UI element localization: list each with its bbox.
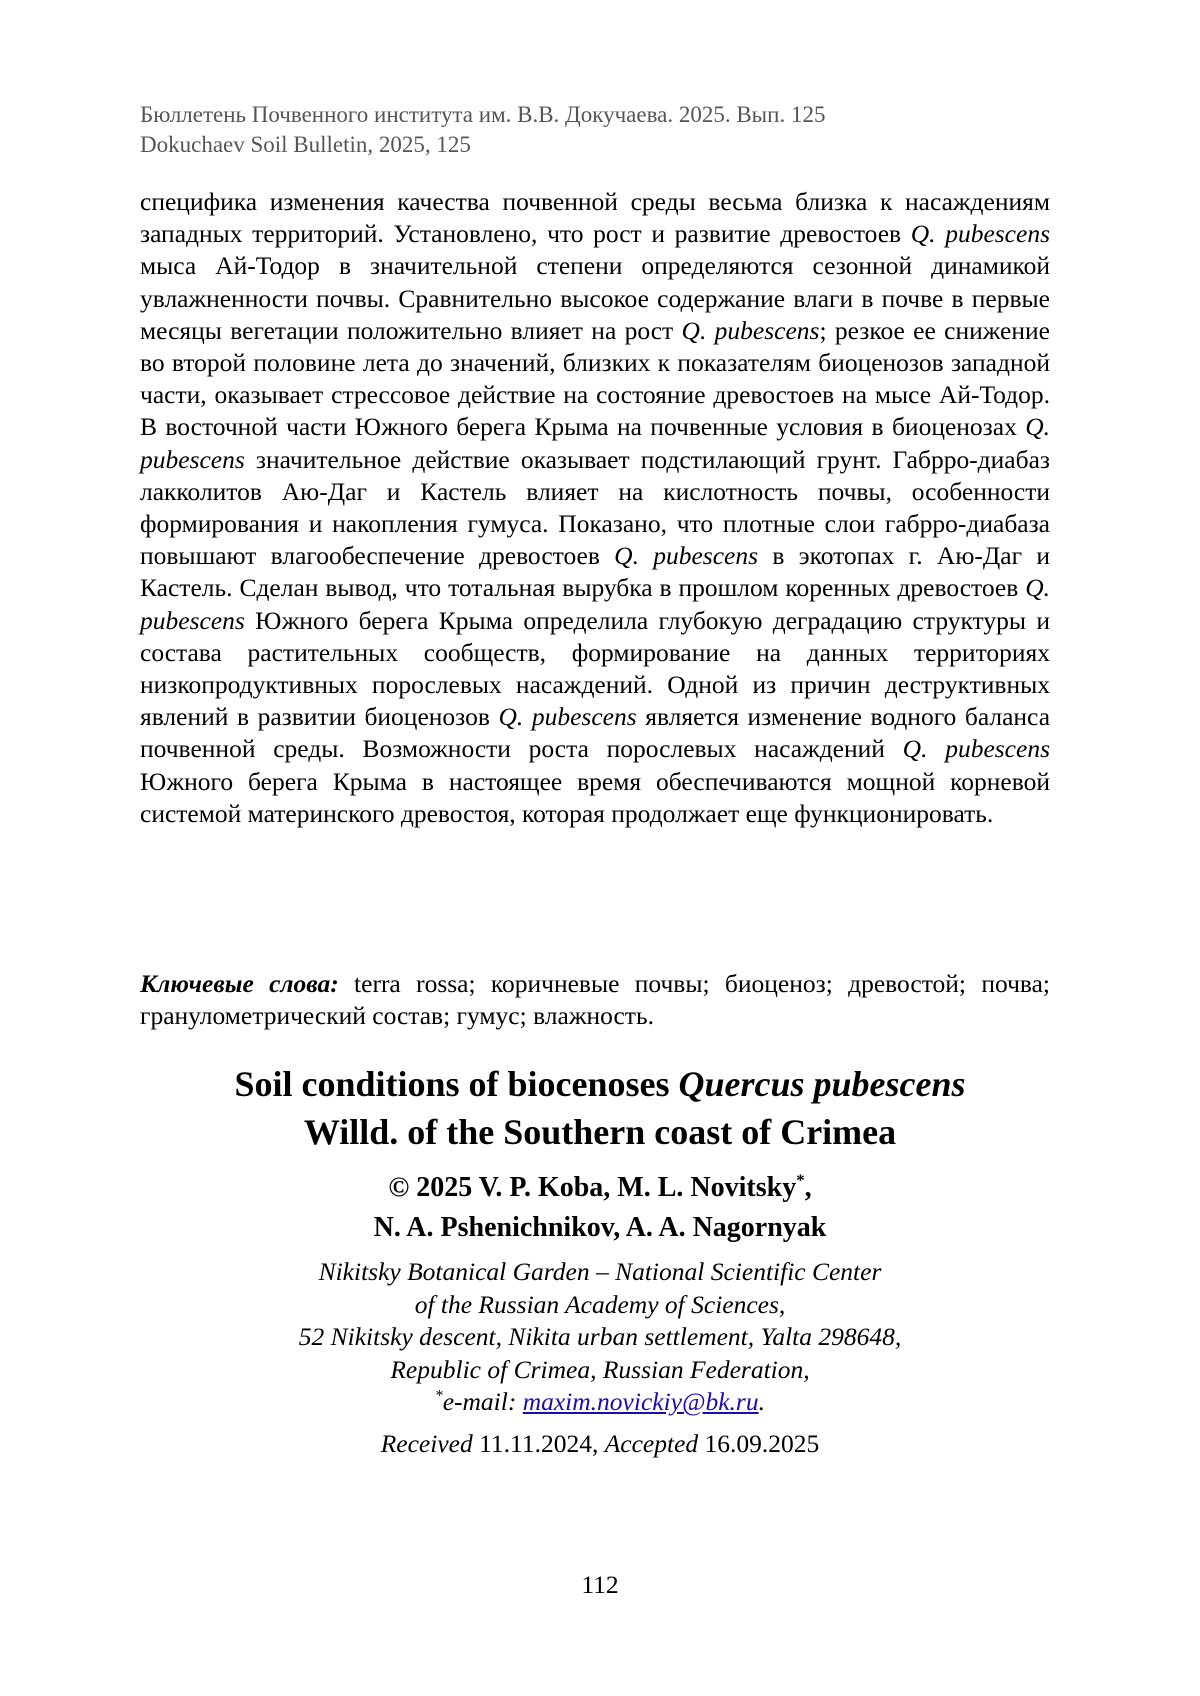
email-period: . bbox=[758, 1387, 765, 1416]
species-name: Q. pubescens bbox=[498, 702, 637, 732]
keywords-label: Ключевые слова: bbox=[140, 969, 339, 998]
abstract-text: специфика изменения качества почвенной среды весьма близка к насаждениям западных территорий. Установлено, что рост и развитие древостоев bbox=[140, 187, 1050, 249]
abstract-paragraph bbox=[140, 186, 1050, 830]
header-journal-en: Dokuchaev Soil Bulletin, 2025, 125 bbox=[140, 132, 471, 157]
corresponding-mark: * bbox=[435, 1387, 443, 1405]
accepted-label: Accepted bbox=[604, 1429, 699, 1458]
article-dates bbox=[100, 1428, 1100, 1460]
abstract-text: в экотопах г. Аю-Даг и Кастель. Сделан вывод, что тотальная вырубка в прошлом коренных древостоев bbox=[140, 541, 1050, 603]
species-name: Q. pubescens bbox=[902, 734, 1050, 764]
email-line bbox=[100, 1386, 1100, 1419]
abstract-text: значительное действие оказывает подстилающий грунт. Габрро-диабаз лакколитов Аю-Даг и Кастель влияет на кислотность почвы, особенности формирования и накопления гумуса. Показано, что плотные слои габрро-диабаза повышают влагообеспечение древостоев bbox=[140, 444, 1050, 571]
header-journal-ru: Бюллетень Почвенного института им. В.В. Докучаева. 2025. Вып. 125 bbox=[140, 102, 826, 127]
abstract-text: ; резкое ее снижение во второй половине лета до значений, близких к показателям биоценозов западной части, оказывает стрессовое действие на состояние древостоев на мысе Ай-Тодор. В восточной части Южного берега Крыма на почвенные условия в биоценозах bbox=[140, 315, 1050, 442]
affiliation-line-2: of the Russian Academy of Sciences, bbox=[414, 1289, 786, 1319]
abstract-text: мыса Ай-Тодор в значительной степени определяются сезонной динамикой увлажненности почвы. Сравнительно высокое содержание влаги в почве в первые месяцы вегетации положительно влияет на рост bbox=[140, 251, 1050, 345]
article-title-en bbox=[100, 1060, 1100, 1156]
authors-comma: , bbox=[804, 1172, 812, 1203]
affiliation bbox=[100, 1256, 1100, 1419]
species-name: Q. pubescens bbox=[614, 541, 759, 571]
email-label: e-mail: bbox=[442, 1387, 523, 1416]
running-header bbox=[140, 100, 1040, 160]
email-link[interactable]: maxim.novickiy@bk.ru bbox=[522, 1387, 759, 1416]
abstract-text: является изменение водного баланса почвенной среды. Возможности роста порослевых насаждений bbox=[140, 702, 1051, 764]
page-number: 112 bbox=[581, 1570, 619, 1599]
corresponding-mark: * bbox=[796, 1170, 805, 1190]
received-date: 11.11.2024, bbox=[472, 1429, 605, 1458]
authors bbox=[100, 1168, 1100, 1248]
abstract-text: Южного берега Крыма в настоящее время обеспечиваются мощной корневой системой материнского древостоя, которая продолжает еще функционировать. bbox=[140, 766, 1050, 828]
affiliation-line-4: Republic of Crimea, Russian Federation, bbox=[390, 1354, 810, 1384]
authors-line-2: N. A. Pshenichnikov, A. A. Nagornyak bbox=[373, 1212, 827, 1243]
authors-line-1 bbox=[100, 1168, 1100, 1208]
species-name: Q. pubescens bbox=[140, 573, 1050, 635]
title-line-2: Willd. of the Southern coast of Crimea bbox=[303, 1112, 897, 1152]
title-line-1 bbox=[100, 1060, 1100, 1108]
title-text: Soil conditions of biocenoses bbox=[234, 1064, 679, 1104]
abstract-ru bbox=[140, 186, 1050, 830]
abstract-text: Южного берега Крыма определила глубокую деградацию структуры и состава растительных сообществ, формирование на данных территориях низкопродуктивных порослевых насаждений. Одной из причин деструктивных явлений в развитии биоценозов bbox=[140, 605, 1050, 732]
affiliation-line-1: Nikitsky Botanical Garden – National Scientific Center bbox=[318, 1257, 882, 1286]
keywords-ru bbox=[140, 968, 1050, 1032]
authors-text: © 2025 V. P. Koba, M. L. Novitsky bbox=[388, 1172, 797, 1203]
accepted-date: 16.09.2025 bbox=[698, 1429, 820, 1458]
species-name: Q. pubescens bbox=[681, 315, 820, 345]
species-name: Q. pubescens bbox=[910, 219, 1050, 249]
title-species: Quercus pubescens bbox=[678, 1064, 966, 1104]
affiliation-line-3: 52 Nikitsky descent, Nikita urban settlement, Yalta 298648, bbox=[298, 1322, 902, 1351]
species-name: Q. pubescens bbox=[140, 412, 1050, 474]
keywords-text: terra rossa; коричневые почвы; биоценоз; древостой; почва; гранулометрический состав; гумус; влажность. bbox=[140, 969, 1050, 1031]
received-label: Received bbox=[380, 1429, 473, 1458]
